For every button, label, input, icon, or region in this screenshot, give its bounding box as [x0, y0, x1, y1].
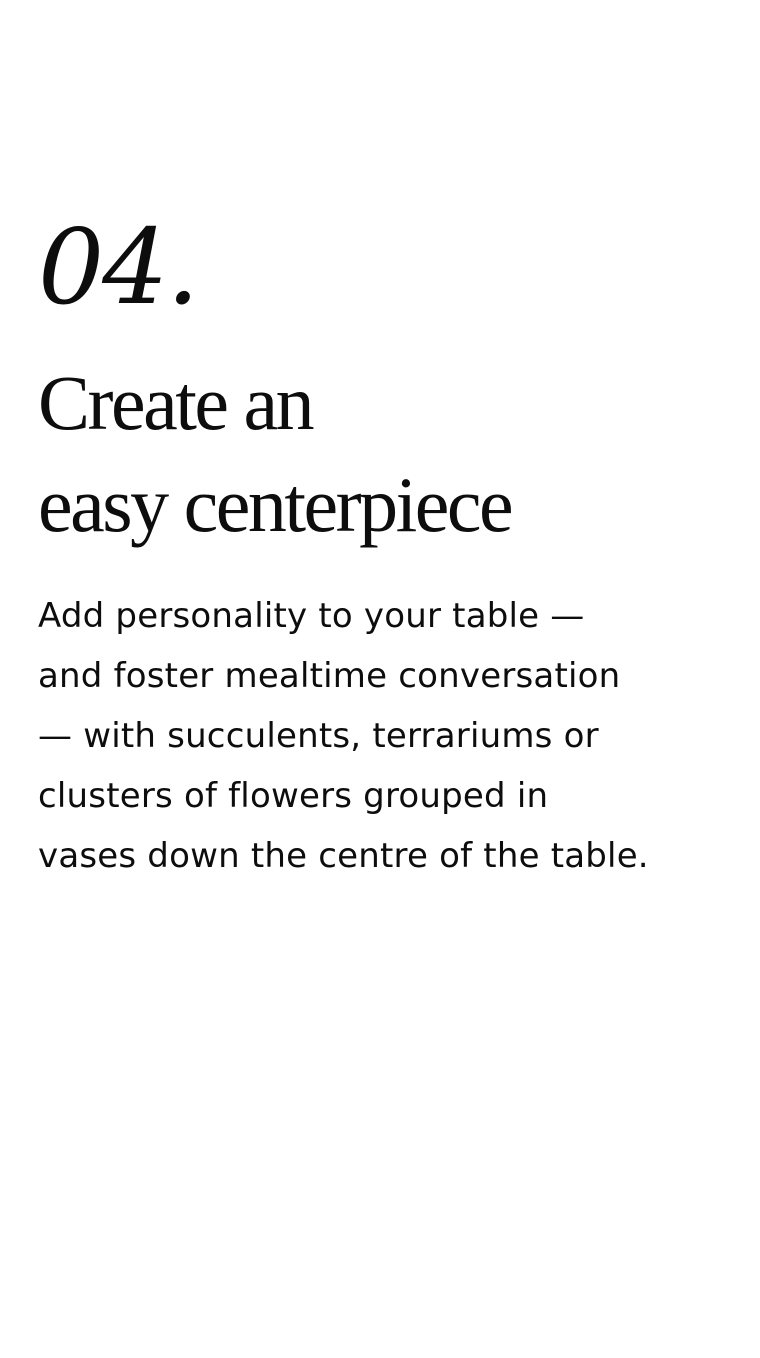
description-line: and foster mealtime conversation [38, 656, 621, 696]
step-number: 04. [38, 206, 198, 328]
description-line: vases down the centre of the table. [38, 836, 649, 876]
tip-card [38, 206, 728, 886]
tip-headline [38, 352, 728, 556]
description-line: — with succulents, terrariums or [38, 716, 599, 756]
headline-line: Create an [38, 359, 313, 446]
description-line: clusters of flowers grouped in [38, 776, 549, 816]
tip-description [38, 586, 728, 886]
description-line: Add personality to your table — [38, 596, 585, 636]
headline-line: easy centerpiece [38, 461, 512, 548]
